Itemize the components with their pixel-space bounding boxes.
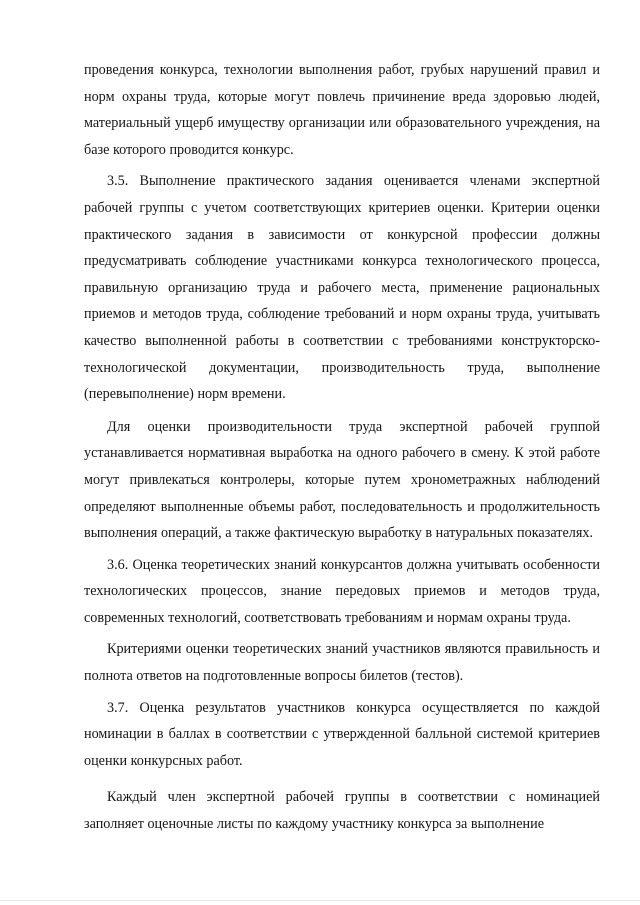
paragraph-criteria: Критериями оценки теоретических знаний участников являются правильность и полнота ответов на подготовленные вопросы билетов (тестов). [84,641,600,685]
paragraph-expert-member: Каждый член экспертной рабочей группы в соответствии с номинацией заполняет оценочные листы по каждому участнику конкурса за выполнение [84,789,600,833]
paragraph-3-7: 3.7. Оценка результатов участников конкурса осуществляется по каждой номинации в баллах в соответствии с утвержденной балльной системой критериев оценки конкурсных работ. [84,699,600,769]
page-edge-line [0,900,640,901]
document-page [84,57,600,838]
paragraph-3-6: 3.6. Оценка теоретических знаний конкурсантов должна учитывать особенности технологических процессов, знание передовых приемов и методов труда, современных технологий, соответствовать требованиям и нормам охраны труда. [84,556,600,626]
paragraph-3-5: 3.5. Выполнение практического задания оценивается членами экспертной рабочей группы с учетом соответствующих критериев оценки. Критерии оценки практического задания в зависимости от конкурсной профессии должны предусматривать соблюдение участниками конкурса технологического процесса, правильную организацию труда и рабочего места, применение рациональных приемов и методов труда, соблюдение требований и норм охраны труда, учитывать качество выполненной работы в соответствии с требованиями конструкторско-технологической документации, производительность труда, выполнение (перевыполнение) норм времени. [84,173,600,403]
paragraph-continuation: проведения конкурса, технологии выполнения работ, грубых нарушений правил и норм охраны труда, которые могут повлечь причинение вреда здоровью людей, материальный ущерб имуществу организации или образовательного учреждения, на базе которого проводится конкурс. [84,62,600,158]
paragraph-productivity: Для оценки производительности труда экспертной рабочей группой устанавливается нормативная выработка на одного рабочего в смену. К этой работе могут привлекаться контролеры, которые путем хронометражных наблюдений определяют выполненные объемы работ, последовательность и продолжительность выполнения операций, а также фактическую выработку в натуральных показателях. [84,418,600,542]
